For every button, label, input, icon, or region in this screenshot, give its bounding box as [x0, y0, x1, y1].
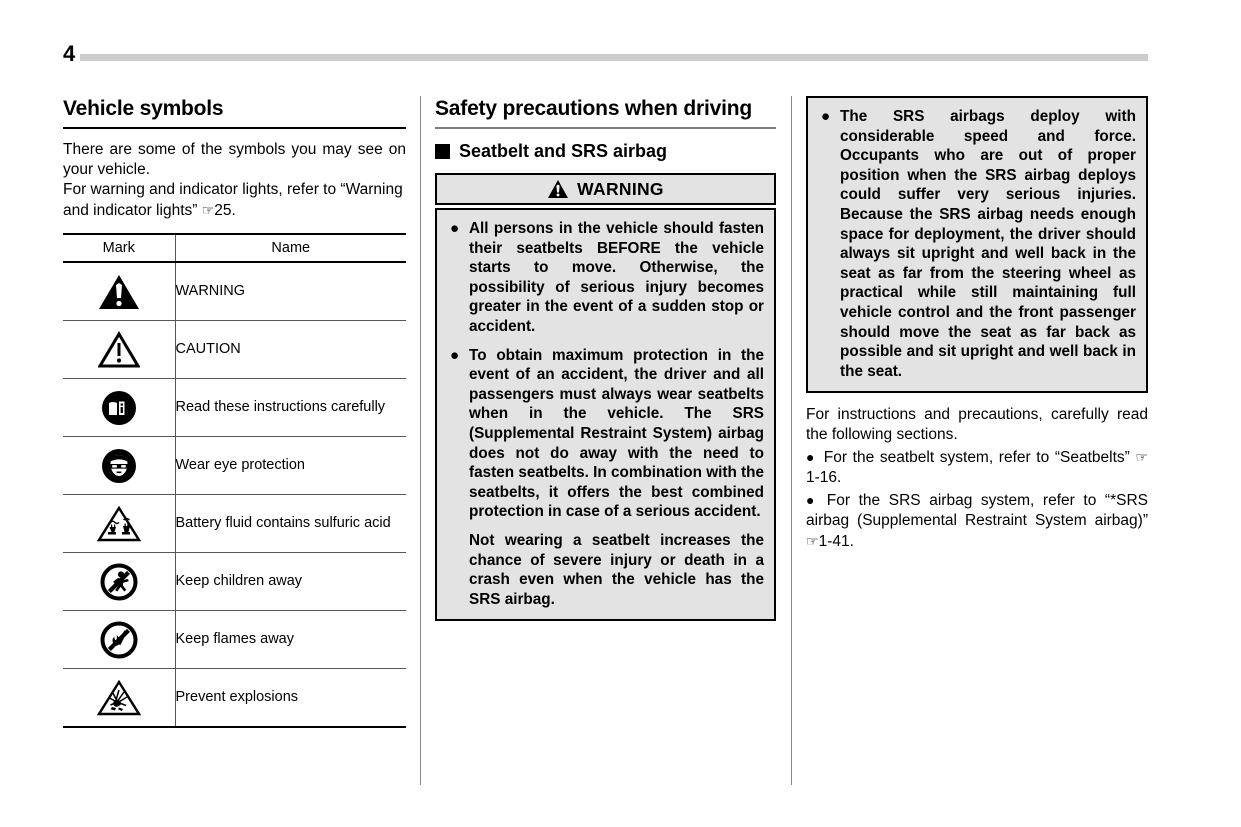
warning-triangle-filled-icon [547, 179, 569, 199]
table-row [63, 321, 406, 379]
symbol-name: Prevent explosions [175, 669, 406, 728]
warning-label: WARNING [577, 178, 664, 199]
warning-header-bar [435, 173, 776, 205]
bullet-icon: ● [806, 492, 819, 509]
table-row [63, 437, 406, 495]
bullet-icon: ● [821, 108, 831, 125]
vehicle-symbols-intro-1: There are some of the symbols you may see on your vehicle. [63, 141, 406, 178]
mark-cell [63, 669, 175, 728]
open-book-icon [101, 390, 137, 426]
symbol-name: Battery fluid contains sulfuric acid [175, 495, 406, 553]
warning-triangle-filled-icon [98, 273, 140, 311]
vehicle-symbols-intro-2 [63, 180, 406, 221]
warning-item [447, 346, 764, 522]
symbol-name: Read these instructions carefully [175, 379, 406, 437]
safety-precautions-heading: Safety precautions when driving [435, 97, 753, 120]
column-header-name: Name [175, 234, 406, 262]
symbol-name: CAUTION [175, 321, 406, 379]
mark-cell [63, 437, 175, 495]
vehicle-symbols-table [63, 233, 406, 728]
page-number: 4 [63, 41, 75, 66]
header-rule [80, 54, 1148, 61]
hand-pointer-icon: ☞ [1135, 449, 1148, 466]
column-header-mark: Mark [63, 234, 175, 262]
column-divider-right [791, 96, 792, 785]
table-row [63, 669, 406, 728]
reference-text: For the seatbelt system, refer to “Seatbelts” [823, 449, 1136, 467]
column-divider-left [420, 96, 421, 785]
explosion-triangle-icon [97, 679, 141, 717]
mark-cell [63, 262, 175, 321]
warning-item [818, 107, 1136, 381]
table-row [63, 611, 406, 669]
reference-text: For the SRS airbag system, refer to “*SRS airbag (Supplemental Restraint System airbag)” [806, 492, 1148, 530]
square-bullet-icon [435, 144, 450, 159]
warning-item-text: To obtain maximum protection in the event of an accident, the driver and all passengers must always wear seatbelts when in the vehicle. The SRS (Supplemental Restraint System) airbag does not do away with the need to fasten seatbelts. In combination with the seatbelts, it offers the best combined protection in case of a serious accident. [469, 346, 764, 521]
reference-page: 1-16. [806, 469, 842, 487]
reference-page: 1-41. [818, 533, 854, 551]
warning-item [447, 219, 764, 337]
mark-cell [63, 321, 175, 379]
table-row [63, 379, 406, 437]
symbol-name: WARNING [175, 262, 406, 321]
table-row [63, 553, 406, 611]
bullet-icon: ● [450, 346, 460, 364]
left-column [63, 96, 406, 728]
symbol-name: Wear eye protection [175, 437, 406, 495]
caution-triangle-outline-icon [98, 331, 140, 369]
heading-rule [63, 127, 406, 129]
intro-2-ref: 25. [214, 202, 236, 219]
reference-item [806, 490, 1148, 552]
mark-cell [63, 611, 175, 669]
symbol-name: Keep flames away [175, 611, 406, 669]
hand-pointer-icon: ☞ [201, 202, 215, 218]
warning-item-text: All persons in the vehicle should fasten their seatbelts BEFORE the vehicle starts to move. Otherwise, the possibility of serious injury becomes greater in the event of a sudden stop or accident. [469, 220, 764, 335]
page-columns [0, 96, 1241, 796]
table-row [63, 262, 406, 321]
hand-pointer-icon: ☞ [806, 533, 819, 550]
bullet-icon: ● [450, 220, 460, 237]
no-children-icon [100, 563, 138, 601]
eye-protection-icon [101, 448, 137, 484]
mark-cell [63, 553, 175, 611]
seatbelt-srs-subheading [435, 140, 776, 162]
table-row [63, 495, 406, 553]
reference-item [806, 447, 1148, 488]
bullet-icon: ● [806, 449, 816, 466]
vehicle-symbols-heading: Vehicle symbols [63, 97, 224, 120]
warning-body-middle [435, 208, 776, 621]
warning-item-text: The SRS airbags deploy with considerable speed and force. Occupants who are out of proper position when the SRS airbag deploys could suffer very serious injuries. Because the SRS airbag needs enough space for deployment, the driver should always sit upright and well back in the seat as far from the steering wheel as practical while still maintaining full vehicle control and the front passenger should move the seat as far back as possible and sit upright and well back in the seat. [840, 108, 1136, 380]
subheading-label: Seatbelt and SRS airbag [459, 141, 668, 161]
mark-cell [63, 495, 175, 553]
no-flames-icon [100, 621, 138, 659]
page-header [0, 0, 1241, 80]
battery-acid-triangle-icon [97, 505, 141, 543]
right-column [806, 96, 1148, 552]
middle-column [435, 96, 776, 621]
reference-intro: For instructions and precautions, carefully read the following sections. [806, 406, 1148, 444]
warning-item [447, 531, 764, 609]
table-header-row [63, 234, 406, 262]
heading-rule [435, 127, 776, 129]
warning-item-text: Not wearing a seatbelt increases the chance of severe injury or death in a crash even when the vehicle has the SRS airbag. [469, 531, 764, 608]
mark-cell [63, 379, 175, 437]
intro-2-text: For warning and indicator lights, refer to “Warning and indicator lights” [63, 181, 403, 219]
warning-body-right [806, 96, 1148, 393]
symbol-name: Keep children away [175, 553, 406, 611]
